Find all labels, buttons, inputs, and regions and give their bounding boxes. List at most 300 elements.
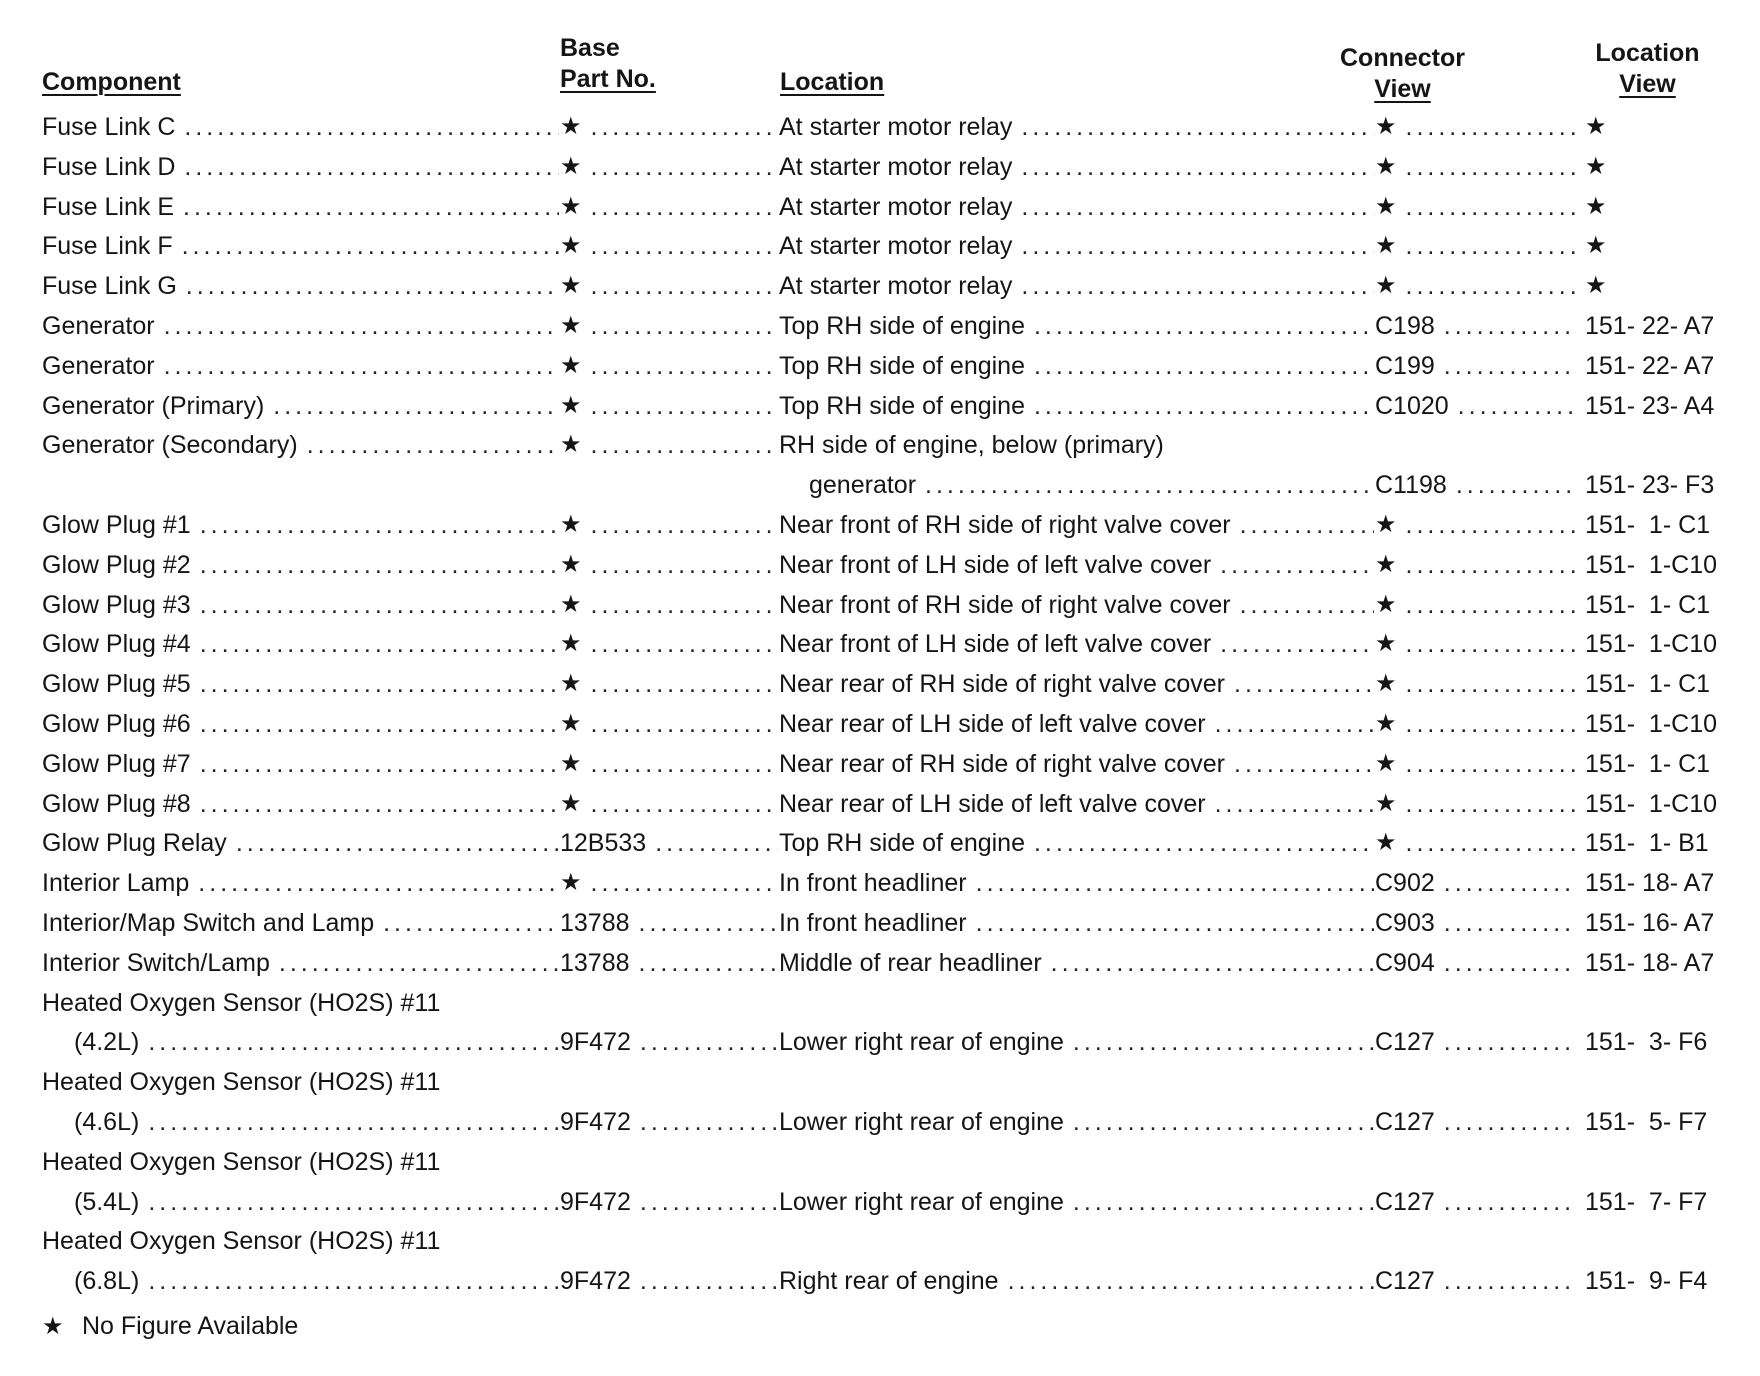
location-cell (779, 430, 1374, 460)
connector-cell-text: ★ (1375, 113, 1397, 140)
component-cell-text: Heated Oxygen Sensor (HO2S) #11 (42, 1147, 441, 1176)
dot-leader (1012, 112, 1374, 142)
location-cell-text: At starter motor relay (779, 232, 1013, 261)
location-cell-text: Near front of LH side of left valve cover (779, 550, 1212, 579)
component-cell-text: Fuse Link F (42, 232, 173, 261)
location-cell-cont-text: generator (809, 471, 917, 500)
location-view-cell-text: 151- 23- A4 (1585, 391, 1715, 420)
dot-leader (1397, 709, 1575, 739)
connector-cell (1375, 948, 1575, 978)
location-view-cell-text: 151- 3- F6 (1585, 1028, 1708, 1057)
location-view-cell (1585, 152, 1607, 182)
dot-leader (1397, 112, 1575, 142)
dot-leader (1435, 948, 1575, 978)
component-cell-cont-text: (6.8L) (74, 1267, 140, 1296)
table-row-continued (0, 1102, 1760, 1142)
part-cell-text: ★ (560, 272, 582, 300)
dot-leader (191, 669, 559, 699)
dot-leader (1231, 590, 1374, 620)
dot-leader (155, 351, 559, 381)
part-cell-text: ★ (560, 550, 582, 578)
dot-leader (175, 112, 559, 142)
table-row (0, 744, 1760, 784)
table-row (0, 545, 1760, 585)
location-cell-text: Middle of rear headliner (779, 948, 1042, 977)
component-cell (42, 510, 559, 540)
location-view-cell-text: ★ (1585, 152, 1607, 180)
part-cell (560, 709, 778, 739)
part-cell-text: ★ (560, 670, 582, 698)
dot-leader (189, 868, 559, 898)
table-row (0, 147, 1760, 187)
dot-leader (1012, 231, 1374, 261)
location-cell-text: Top RH side of engine (779, 829, 1025, 858)
location-view-cell (1585, 550, 1717, 580)
connector-cell (1375, 789, 1575, 819)
part-cell-text: ★ (560, 749, 582, 777)
location-cell (779, 152, 1374, 182)
connector-cell-text: C902 (1375, 869, 1435, 898)
part-cell (560, 311, 778, 341)
part-cell-text: 13788 (560, 908, 630, 937)
location-cell (779, 1266, 1374, 1296)
dot-leader (582, 351, 778, 381)
location-cell-text: Near rear of RH side of right valve cover (779, 749, 1226, 778)
location-view-cell-text: 151- 1- B1 (1585, 829, 1709, 858)
location-view-cell (1585, 271, 1607, 301)
connector-cell (1375, 271, 1575, 301)
dot-leader (582, 430, 778, 460)
table-row (0, 266, 1760, 306)
component-cell (42, 430, 559, 460)
location-view-cell (1585, 1027, 1707, 1057)
connector-cell (1375, 1187, 1575, 1217)
dot-leader (1435, 311, 1575, 341)
connector-cell-text: C903 (1375, 908, 1435, 937)
footnote (42, 1311, 298, 1342)
component-cell-text: Generator (Primary) (42, 391, 265, 420)
location-cell (779, 749, 1374, 779)
dot-leader (1397, 669, 1575, 699)
star-icon: ★ (42, 1313, 64, 1340)
component-cell (42, 590, 559, 620)
part-cell (560, 391, 778, 421)
dot-leader (1435, 1187, 1575, 1217)
location-view-cell (1585, 231, 1607, 261)
location-view-cell (1585, 1107, 1707, 1137)
dot-leader (191, 629, 559, 659)
location-cell (779, 908, 1374, 938)
component-cell (42, 1147, 559, 1177)
location-view-cell (1585, 629, 1717, 659)
location-cell-text: Lower right rear of engine (779, 1187, 1064, 1216)
location-cell (779, 828, 1374, 858)
location-cell-text: At starter motor relay (779, 113, 1013, 141)
location-view-cell-text: 151- 22- A7 (1585, 311, 1715, 340)
connector-cell-text: ★ (1375, 232, 1397, 260)
part-cell-text: ★ (560, 431, 582, 459)
location-view-cell-text: 151- 18- A7 (1585, 948, 1715, 977)
component-cell (42, 152, 559, 182)
component-cell-text: Heated Oxygen Sensor (HO2S) #11 (42, 988, 441, 1017)
header-component: Component (42, 68, 181, 96)
part-cell (560, 231, 778, 261)
component-cell-text: Interior Lamp (42, 869, 190, 898)
dot-leader (139, 1187, 559, 1217)
location-view-cell-text: 151- 23- F3 (1585, 471, 1715, 500)
dot-leader (1397, 231, 1575, 261)
dot-leader (1042, 948, 1374, 978)
dot-leader (1025, 311, 1374, 341)
dot-leader (191, 789, 559, 819)
dot-leader (1397, 152, 1575, 182)
part-cell-text: ★ (560, 590, 582, 618)
component-cell (42, 669, 559, 699)
component-cell-cont (74, 1266, 559, 1296)
dot-leader (582, 311, 778, 341)
location-view-cell (1585, 112, 1607, 142)
component-cell-text: Glow Plug #7 (42, 749, 191, 778)
connector-cell-text: ★ (1375, 272, 1397, 300)
connector-cell-text: ★ (1375, 152, 1397, 180)
location-view-cell (1585, 470, 1714, 500)
table-row (0, 187, 1760, 227)
part-cell (560, 948, 778, 978)
dot-leader (1397, 828, 1575, 858)
component-cell (42, 948, 559, 978)
part-cell-text: ★ (560, 510, 582, 538)
component-cell (42, 789, 559, 819)
component-cell-cont-text: (4.2L) (74, 1028, 140, 1057)
location-view-cell (1585, 908, 1714, 938)
location-cell (779, 590, 1374, 620)
dot-leader (1025, 391, 1374, 421)
header-base-part-no: Base Part No. (560, 34, 656, 93)
dot-leader (1225, 749, 1374, 779)
part-cell (560, 828, 778, 858)
dot-leader (916, 470, 1374, 500)
dot-leader (173, 231, 559, 261)
table-row (0, 704, 1760, 744)
location-view-cell (1585, 669, 1710, 699)
table-row-continued (0, 465, 1760, 505)
component-cell-text: Glow Plug #8 (42, 789, 191, 818)
dot-leader (1211, 629, 1374, 659)
part-cell (560, 550, 778, 580)
table-row (0, 943, 1760, 983)
component-cell-text: Glow Plug #2 (42, 550, 191, 579)
location-view-cell-text: 151- 1-C10 (1585, 630, 1718, 659)
connector-cell-text: ★ (1375, 829, 1397, 857)
component-cell (42, 391, 559, 421)
location-cell (779, 1187, 1374, 1217)
dot-leader (582, 749, 778, 779)
dot-leader (1206, 709, 1374, 739)
location-cell (779, 311, 1374, 341)
component-cell-text: Generator (Secondary) (42, 431, 298, 460)
location-cell-text: Top RH side of engine (779, 351, 1025, 380)
location-view-cell (1585, 510, 1710, 540)
dot-leader (139, 1266, 559, 1296)
location-cell (779, 669, 1374, 699)
dot-leader (191, 550, 559, 580)
connector-cell (1375, 192, 1575, 222)
part-cell-text: ★ (560, 152, 582, 180)
dot-leader (582, 590, 778, 620)
location-view-cell-text: 151- 1- C1 (1585, 510, 1711, 539)
component-cell (42, 1226, 559, 1256)
location-view-cell-text: ★ (1585, 113, 1607, 140)
dot-leader (1435, 908, 1575, 938)
component-cell (42, 112, 559, 142)
connector-cell (1375, 112, 1575, 142)
part-cell-text: ★ (560, 630, 582, 658)
component-cell-cont (74, 1107, 559, 1137)
dot-leader (1449, 391, 1575, 421)
component-cell (42, 749, 559, 779)
location-cell-text: Lower right rear of engine (779, 1028, 1064, 1057)
location-cell-cont (809, 470, 1374, 500)
component-cell (42, 231, 559, 261)
location-cell-text: At starter motor relay (779, 272, 1013, 301)
location-cell-text: Right rear of engine (779, 1267, 999, 1296)
component-cell-text: Glow Plug #1 (42, 510, 191, 539)
connector-cell-text: C1020 (1375, 391, 1449, 420)
component-cell-text: Fuse Link G (42, 272, 177, 301)
location-view-cell (1585, 351, 1714, 381)
connector-cell-text: C1198 (1375, 471, 1447, 500)
location-view-cell-text: ★ (1585, 272, 1607, 300)
dot-leader (582, 510, 778, 540)
dot-leader (374, 908, 559, 938)
table-row (0, 664, 1760, 704)
dot-leader (1397, 789, 1575, 819)
part-cell-text: 9F472 (560, 1267, 631, 1296)
footnote-text: No Figure Available (82, 1312, 299, 1340)
table-row (0, 386, 1760, 426)
connector-cell (1375, 510, 1575, 540)
component-cell (42, 550, 559, 580)
dot-leader (631, 1266, 778, 1296)
component-cell (42, 1067, 559, 1097)
dot-leader (191, 749, 559, 779)
part-cell (560, 1107, 778, 1137)
table-row-continued (0, 1182, 1760, 1222)
location-view-cell (1585, 311, 1714, 341)
location-view-cell-text: 151- 22- A7 (1585, 351, 1715, 380)
connector-cell-text: ★ (1375, 670, 1397, 698)
location-view-cell (1585, 391, 1714, 421)
part-cell-text: ★ (560, 113, 582, 140)
table-row (0, 903, 1760, 943)
location-cell (779, 351, 1374, 381)
component-cell-cont-text: (4.6L) (74, 1107, 140, 1136)
part-cell (560, 1187, 778, 1217)
table-row (0, 425, 1760, 465)
dot-leader (1435, 1027, 1575, 1057)
part-cell-text: ★ (560, 789, 582, 817)
connector-cell-text: C904 (1375, 948, 1435, 977)
table-row (0, 306, 1760, 346)
connector-cell (1375, 351, 1575, 381)
part-cell-text: 9F472 (560, 1107, 631, 1136)
location-view-cell-text: 151- 1- C1 (1585, 749, 1711, 778)
table-row (0, 1142, 1760, 1182)
location-cell-text: In front headliner (779, 869, 967, 898)
part-cell-text: ★ (560, 232, 582, 260)
component-cell (42, 192, 559, 222)
table-row (0, 226, 1760, 266)
location-view-cell (1585, 828, 1709, 858)
dot-leader (1435, 868, 1575, 898)
table-row (0, 585, 1760, 625)
location-cell (779, 271, 1374, 301)
location-view-cell-text: 151- 1-C10 (1585, 550, 1718, 579)
dot-leader (298, 430, 559, 460)
dot-leader (227, 828, 559, 858)
component-cell-text: Interior/Map Switch and Lamp (42, 908, 375, 937)
dot-leader (177, 271, 559, 301)
header-location-view: Location View (1595, 39, 1700, 98)
connector-cell-text: ★ (1375, 510, 1397, 538)
location-view-cell-text: ★ (1585, 232, 1607, 260)
connector-cell (1375, 311, 1575, 341)
component-cell-text: Fuse Link D (42, 152, 176, 181)
component-cell-text: Heated Oxygen Sensor (HO2S) #11 (42, 1068, 441, 1097)
location-view-cell-text: 151- 7- F7 (1585, 1187, 1708, 1216)
part-cell (560, 192, 778, 222)
location-cell-text: Lower right rear of engine (779, 1107, 1064, 1136)
component-cell-cont (74, 1027, 559, 1057)
part-cell (560, 908, 778, 938)
connector-cell-text: ★ (1375, 749, 1397, 777)
connector-cell-text: C198 (1375, 311, 1435, 340)
dot-leader (1397, 629, 1575, 659)
connector-cell (1375, 868, 1575, 898)
connector-cell (1375, 1107, 1575, 1137)
connector-cell-text: C127 (1375, 1107, 1435, 1136)
connector-cell-text: C127 (1375, 1267, 1435, 1296)
connector-cell-text: C127 (1375, 1187, 1435, 1216)
dot-leader (967, 908, 1374, 938)
dot-leader (582, 112, 778, 142)
dot-leader (1435, 1107, 1575, 1137)
dot-leader (582, 669, 778, 699)
table-row (0, 983, 1760, 1023)
location-view-cell (1585, 789, 1717, 819)
dot-leader (1064, 1027, 1374, 1057)
location-view-cell (1585, 948, 1714, 978)
dot-leader (1012, 152, 1374, 182)
location-cell (779, 231, 1374, 261)
part-cell (560, 590, 778, 620)
location-cell-text: Top RH side of engine (779, 391, 1025, 420)
dot-leader (1435, 1266, 1575, 1296)
table-row (0, 1062, 1760, 1102)
connector-cell (1375, 1027, 1575, 1057)
dot-leader (1012, 271, 1374, 301)
part-cell-text: ★ (560, 192, 582, 220)
location-cell (779, 112, 1374, 142)
dot-leader (1064, 1187, 1374, 1217)
location-view-cell-text: 151- 5- F7 (1585, 1107, 1708, 1136)
dot-leader (1211, 550, 1374, 580)
connector-cell (1375, 590, 1575, 620)
location-view-cell-text: 151- 9- F4 (1585, 1267, 1708, 1296)
component-cell (42, 351, 559, 381)
component-cell-text: Interior Switch/Lamp (42, 948, 270, 977)
location-cell-text: In front headliner (779, 908, 967, 937)
dot-leader (174, 192, 559, 222)
dot-leader (582, 231, 778, 261)
dot-leader (191, 709, 559, 739)
part-cell-text: ★ (560, 351, 582, 379)
location-cell (779, 391, 1374, 421)
location-cell-text: Near rear of LH side of left valve cover (779, 789, 1206, 818)
connector-cell (1375, 231, 1575, 261)
connector-cell (1375, 669, 1575, 699)
component-cell-text: Generator (42, 351, 155, 380)
table-row (0, 624, 1760, 664)
component-cell (42, 868, 559, 898)
location-cell-text: Near front of RH side of right valve cover (779, 510, 1231, 539)
location-view-cell-text: 151- 18- A7 (1585, 869, 1715, 898)
connector-cell (1375, 629, 1575, 659)
location-cell-text: Top RH side of engine (779, 311, 1025, 340)
location-view-cell-text: 151- 1-C10 (1585, 789, 1718, 818)
table-row (0, 107, 1760, 147)
dot-leader (630, 948, 778, 978)
table-row (0, 823, 1760, 863)
part-cell-text: 12B533 (560, 829, 647, 858)
dot-leader (1012, 192, 1374, 222)
table-row-continued (0, 1261, 1760, 1301)
dot-leader (1397, 192, 1575, 222)
part-cell (560, 430, 778, 460)
location-cell-text: At starter motor relay (779, 192, 1013, 221)
dot-leader (191, 510, 559, 540)
location-cell (779, 868, 1374, 898)
part-cell-text: 9F472 (560, 1187, 631, 1216)
connector-cell (1375, 749, 1575, 779)
dot-leader (139, 1107, 559, 1137)
connector-cell-text: ★ (1375, 590, 1397, 618)
table-row (0, 1221, 1760, 1261)
dot-leader (582, 192, 778, 222)
connector-cell-text: C127 (1375, 1028, 1435, 1057)
dot-leader (582, 629, 778, 659)
location-view-cell (1585, 1187, 1707, 1217)
part-cell (560, 152, 778, 182)
part-cell-text: ★ (560, 709, 582, 737)
dot-leader (582, 391, 778, 421)
connector-cell (1375, 152, 1575, 182)
dot-leader (1231, 510, 1374, 540)
part-cell-text: 9F472 (560, 1028, 631, 1057)
dot-leader (582, 550, 778, 580)
dot-leader (1064, 1107, 1374, 1137)
part-cell (560, 1266, 778, 1296)
location-view-cell (1585, 709, 1717, 739)
part-cell-text: 13788 (560, 948, 630, 977)
location-cell (779, 629, 1374, 659)
part-cell (560, 112, 778, 142)
connector-cell (1375, 470, 1575, 500)
component-cell-text: Glow Plug Relay (42, 829, 227, 858)
dot-leader (582, 709, 778, 739)
dot-leader (582, 868, 778, 898)
dot-leader (264, 391, 559, 421)
